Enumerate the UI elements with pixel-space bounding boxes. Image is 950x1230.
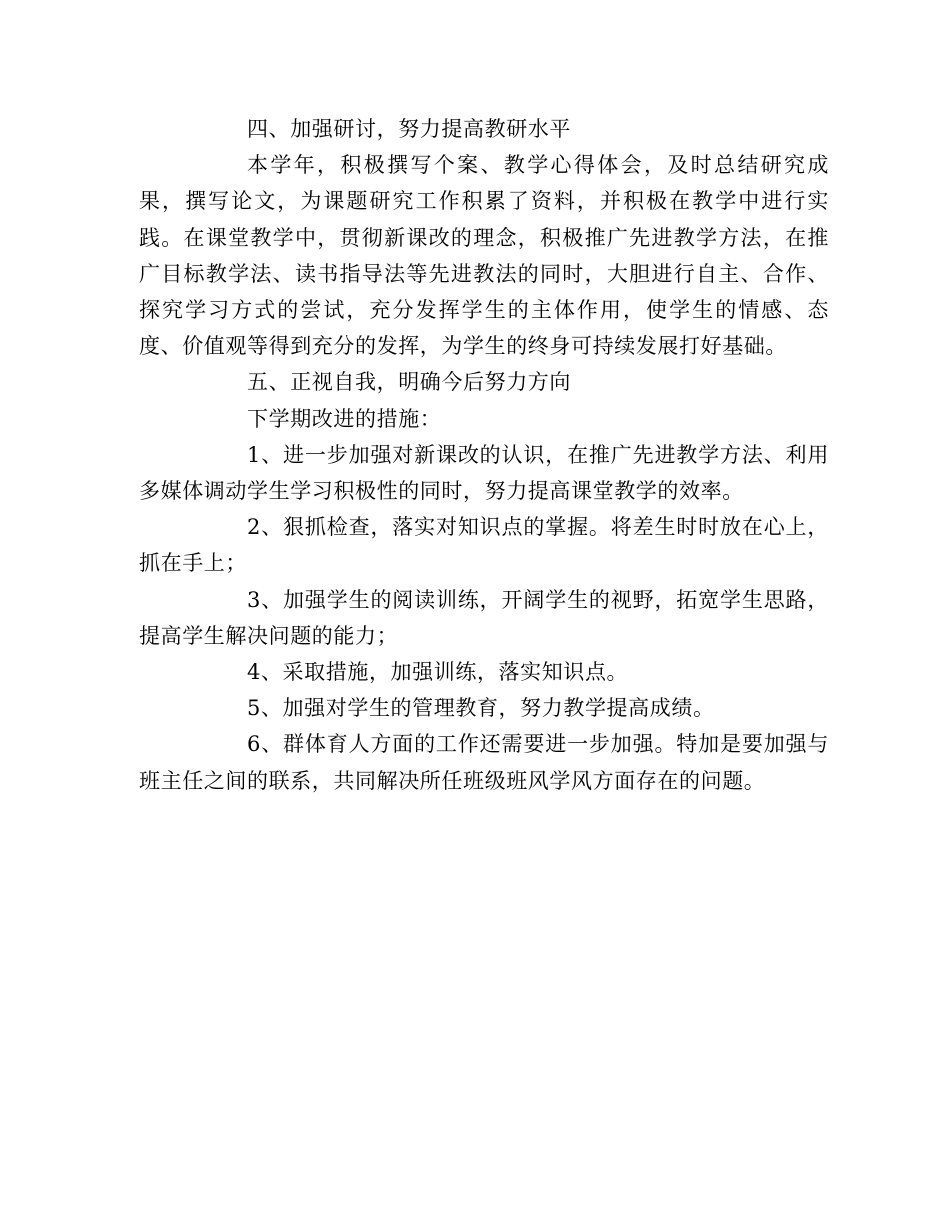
- list-item-5: 5、加强对学生的管理教育，努力教学提高成绩。: [247, 696, 715, 721]
- paragraph-improvement-intro: 下学期改进的措施：: [247, 406, 442, 431]
- document-body: [139, 111, 829, 799]
- list-item-6: 6、群体育人方面的工作还需要进一步加强。特加是要加强与班主任之间的联系，共同解决所任班级班风学风方面存在的问题。: [139, 732, 829, 793]
- list-item-1: 1、进一步加强对新课改的认识，在推广先进教学方法、利用多媒体调动学生学习积极性的同时，努力提高课堂教学的效率。: [139, 442, 829, 504]
- paragraph-research-summary: 本学年，积极撰写个案、教学心得体会，及时总结研究成果，撰写论文，为课题研究工作积累了资料，并积极在教学中进行实践。在课堂教学中，贯彻新课改的理念，积极推广先进教学方法，在推广目标教学法、读书指导法等先进教法的同时，大胆进行自主、合作、探究学习方式的尝试，充分发挥学生的主体作用，使学生的情感、态度、价值观等得到充分的发挥，为学生的终身可持续发展打好基础。: [139, 153, 829, 359]
- section-heading-research: 四、加强研讨，努力提高教研水平: [247, 117, 571, 141]
- list-item-4: 4、采取措施，加强训练，落实知识点。: [247, 660, 629, 685]
- list-item-2: 2、狠抓检查，落实对知识点的掌握。将差生时时放在心上，抓在手上；: [139, 515, 829, 576]
- list-item-3: 3、加强学生的阅读训练，开阔学生的视野，拓宽学生思路，提高学生解决问题的能力；: [139, 587, 829, 648]
- section-heading-self-review: 五、正视自我，明确今后努力方向: [247, 370, 571, 395]
